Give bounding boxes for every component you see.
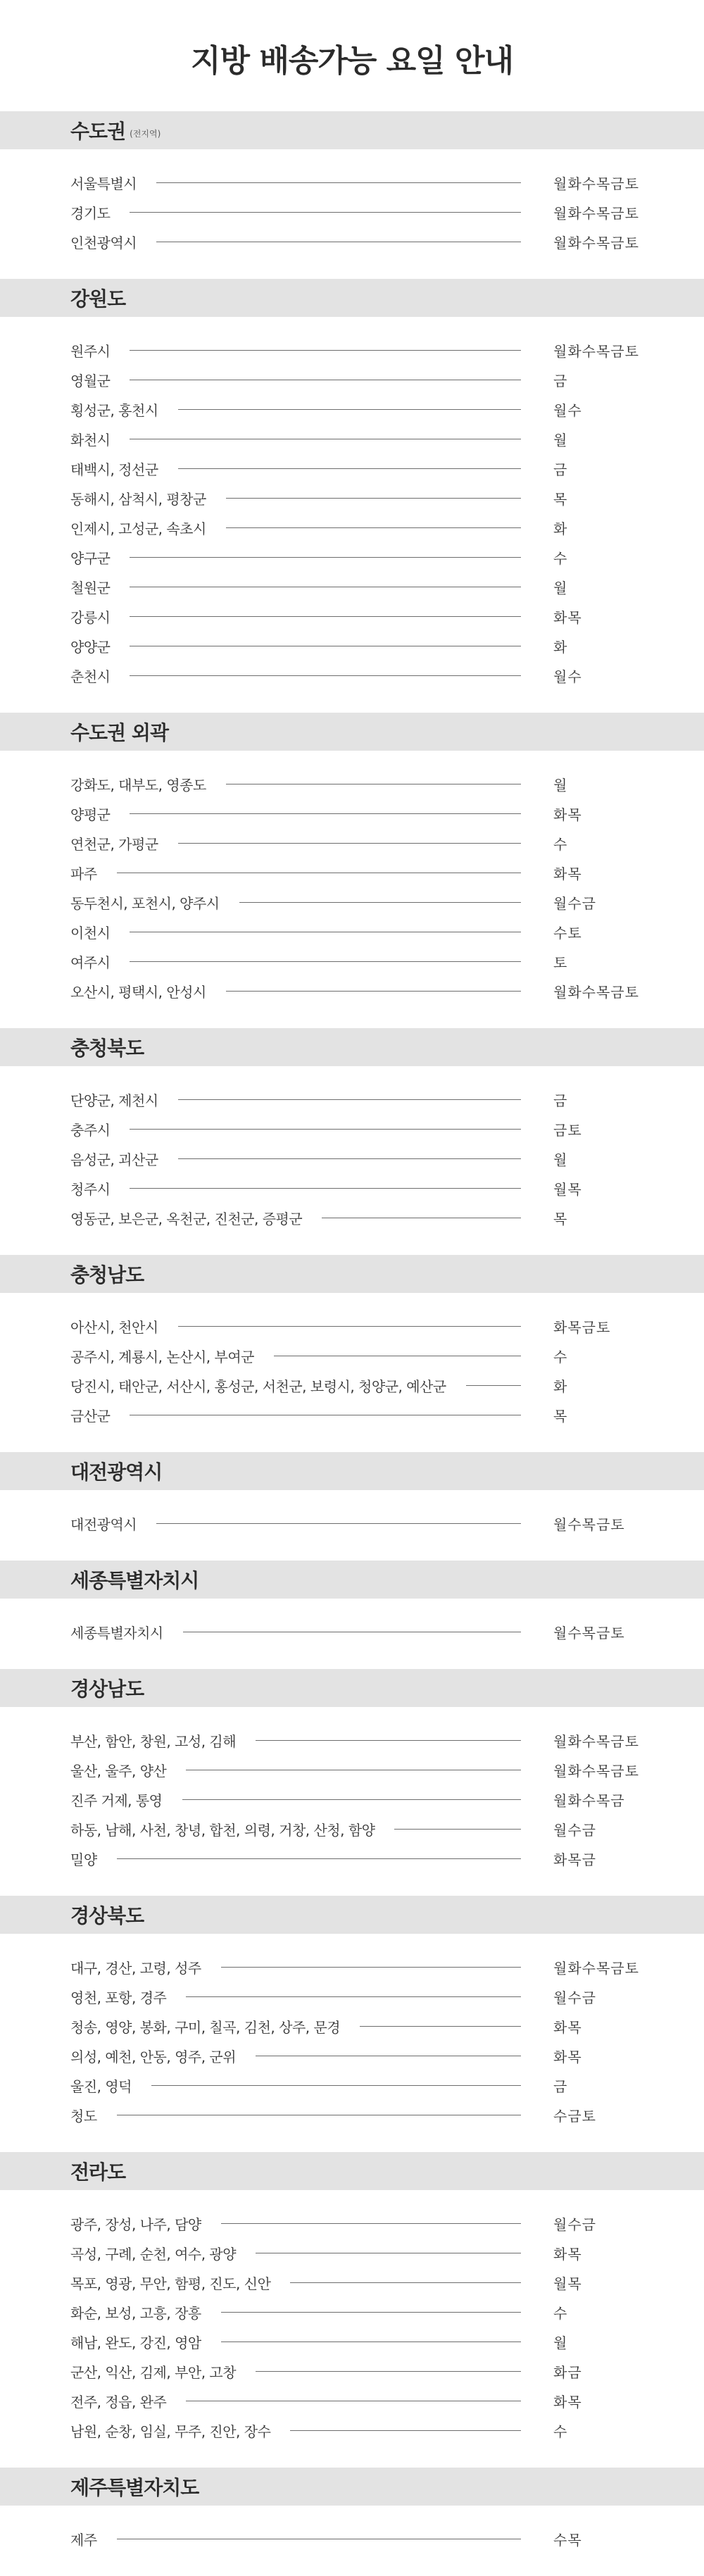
delivery-row bbox=[0, 1814, 704, 1844]
leader-line bbox=[130, 616, 521, 617]
delivery-row bbox=[0, 2011, 704, 2041]
delivery-row bbox=[0, 365, 704, 394]
delivery-days: 수 bbox=[553, 2422, 568, 2440]
leader-line bbox=[151, 2085, 521, 2086]
delivery-days: 금 bbox=[553, 1092, 568, 1109]
delivery-days: 월수금 bbox=[553, 2215, 596, 2233]
leader-line bbox=[130, 350, 521, 351]
delivery-row bbox=[0, 631, 704, 661]
region-header bbox=[0, 1896, 704, 1934]
area-name: 의성, 예천, 안동, 영주, 군위 bbox=[70, 2048, 237, 2065]
page-title: 지방 배송가능 요일 안내 bbox=[191, 43, 513, 79]
area-name: 제주 bbox=[70, 2531, 97, 2549]
delivery-days: 수목 bbox=[553, 2531, 582, 2549]
delivery-days: 월화수목금토 bbox=[553, 1732, 639, 1750]
delivery-days: 금 bbox=[553, 2077, 568, 2095]
area-name: 여주시 bbox=[70, 954, 111, 971]
area-name: 화천시 bbox=[70, 431, 111, 449]
region-section bbox=[0, 2152, 704, 2468]
leader-line bbox=[256, 1740, 521, 1741]
region-body bbox=[0, 1934, 704, 2152]
region-name: 충청북도 bbox=[70, 1037, 144, 1060]
delivery-days: 월수금 bbox=[553, 894, 596, 912]
area-name: 이천시 bbox=[70, 924, 111, 942]
area-name: 아산시, 천안시 bbox=[70, 1318, 158, 1336]
area-name: 단양군, 제천시 bbox=[70, 1092, 158, 1109]
region-name: 수도권 bbox=[70, 120, 126, 143]
region-name: 강원도 bbox=[70, 287, 126, 311]
region-name: 수도권 외곽 bbox=[70, 721, 168, 744]
delivery-days: 화목 bbox=[553, 2018, 582, 2036]
area-name: 영동군, 보은군, 옥천군, 진천군, 증평군 bbox=[70, 1210, 303, 1227]
region-header bbox=[0, 1561, 704, 1599]
delivery-days: 목 bbox=[553, 1407, 568, 1425]
area-name: 동두천시, 포천시, 양주시 bbox=[70, 894, 220, 912]
delivery-row bbox=[0, 1952, 704, 1982]
delivery-days: 월화수목금토 bbox=[553, 175, 639, 192]
delivery-days: 월수목금토 bbox=[553, 1515, 625, 1533]
leader-line bbox=[256, 2371, 521, 2372]
region-section bbox=[0, 1669, 704, 1896]
region-section bbox=[0, 1452, 704, 1561]
area-name: 대구, 경산, 고령, 성주 bbox=[70, 1959, 201, 1977]
region-header bbox=[0, 111, 704, 149]
region-body bbox=[0, 1599, 704, 1669]
area-name: 밀양 bbox=[70, 1851, 97, 1868]
delivery-days: 수 bbox=[553, 835, 568, 853]
delivery-row bbox=[0, 394, 704, 424]
region-body bbox=[0, 1293, 704, 1452]
delivery-days: 화목금토 bbox=[553, 1318, 611, 1336]
leader-line bbox=[290, 2282, 521, 2283]
leader-line bbox=[360, 2026, 521, 2027]
area-name: 양양군 bbox=[70, 638, 111, 656]
region-section bbox=[0, 1561, 704, 1669]
delivery-row bbox=[0, 1617, 704, 1646]
delivery-row bbox=[0, 197, 704, 227]
area-name: 대전광역시 bbox=[70, 1515, 137, 1533]
region-body bbox=[0, 317, 704, 713]
delivery-days: 수금토 bbox=[553, 2107, 596, 2125]
area-name: 인천광역시 bbox=[70, 234, 137, 251]
delivery-days: 월화수목금토 bbox=[553, 204, 639, 222]
region-header bbox=[0, 1255, 704, 1293]
leader-line bbox=[130, 212, 521, 213]
area-name: 청송, 영양, 봉화, 구미, 칠곡, 김천, 상주, 문경 bbox=[70, 2018, 341, 2036]
delivery-days: 화목 bbox=[553, 608, 582, 626]
delivery-row bbox=[0, 2070, 704, 2100]
delivery-row bbox=[0, 1311, 704, 1341]
delivery-row bbox=[0, 513, 704, 542]
area-name: 광주, 장성, 나주, 담양 bbox=[70, 2215, 201, 2233]
delivery-days: 화목 bbox=[553, 2393, 582, 2411]
area-name: 전주, 정읍, 완주 bbox=[70, 2393, 167, 2411]
region-body bbox=[0, 1066, 704, 1255]
delivery-days: 화목 bbox=[553, 2245, 582, 2263]
region-list bbox=[0, 111, 704, 2576]
delivery-days: 월화수목금토 bbox=[553, 1959, 639, 1977]
leader-line bbox=[186, 1996, 521, 1997]
region-name: 세종특별자치시 bbox=[70, 1569, 199, 1592]
delivery-row bbox=[0, 799, 704, 828]
delivery-row bbox=[0, 2524, 704, 2553]
area-name: 울산, 울주, 양산 bbox=[70, 1762, 167, 1780]
delivery-row bbox=[0, 1341, 704, 1370]
area-name: 강릉시 bbox=[70, 608, 111, 626]
region-name: 충청남도 bbox=[70, 1263, 144, 1287]
delivery-row bbox=[0, 2327, 704, 2356]
region-name: 경상북도 bbox=[70, 1904, 144, 1927]
leader-line bbox=[130, 961, 521, 962]
region-name: 전라도 bbox=[70, 2161, 126, 2184]
delivery-days: 금토 bbox=[553, 1121, 582, 1139]
delivery-row bbox=[0, 601, 704, 631]
region-section bbox=[0, 2468, 704, 2576]
region-name: 경상남도 bbox=[70, 1677, 144, 1701]
delivery-row bbox=[0, 1725, 704, 1755]
area-name: 당진시, 태안군, 서산시, 홍성군, 서천군, 보령시, 청양군, 예산군 bbox=[70, 1377, 446, 1395]
area-name: 양평군 bbox=[70, 806, 111, 823]
region-header bbox=[0, 2152, 704, 2190]
area-name: 양구군 bbox=[70, 549, 111, 567]
area-name: 춘천시 bbox=[70, 668, 111, 685]
area-name: 금산군 bbox=[70, 1407, 111, 1425]
area-name: 태백시, 정선군 bbox=[70, 461, 158, 478]
delivery-days: 월 bbox=[553, 579, 568, 596]
area-name: 원주시 bbox=[70, 342, 111, 360]
region-section bbox=[0, 1255, 704, 1452]
area-name: 영월군 bbox=[70, 372, 111, 389]
delivery-row bbox=[0, 424, 704, 454]
region-header bbox=[0, 1669, 704, 1707]
area-name: 화순, 보성, 고흥, 장흥 bbox=[70, 2304, 201, 2322]
area-name: 서울특별시 bbox=[70, 175, 137, 192]
delivery-days: 화 bbox=[553, 638, 568, 656]
area-name: 철원군 bbox=[70, 579, 111, 596]
area-name: 하동, 남해, 사천, 창녕, 합천, 의령, 거창, 산청, 함양 bbox=[70, 1821, 375, 1839]
delivery-row bbox=[0, 2386, 704, 2415]
area-name: 진주 거제, 통영 bbox=[70, 1792, 163, 1809]
leader-line bbox=[130, 1129, 521, 1130]
delivery-days: 월화수목금토 bbox=[553, 234, 639, 251]
leader-line bbox=[156, 1523, 521, 1524]
region-body bbox=[0, 149, 704, 279]
delivery-row bbox=[0, 887, 704, 917]
delivery-row bbox=[0, 1173, 704, 1203]
delivery-days: 월목 bbox=[553, 2275, 582, 2292]
delivery-days: 토 bbox=[553, 954, 568, 971]
delivery-days: 월수목금토 bbox=[553, 1624, 625, 1642]
region-body bbox=[0, 751, 704, 1028]
delivery-days: 화목 bbox=[553, 806, 582, 823]
delivery-days: 화목금 bbox=[553, 1851, 596, 1868]
delivery-days: 월수금 bbox=[553, 1821, 596, 1839]
region-header bbox=[0, 2468, 704, 2506]
delivery-row bbox=[0, 2041, 704, 2070]
area-name: 음성군, 괴산군 bbox=[70, 1151, 158, 1168]
delivery-days: 화 bbox=[553, 1377, 568, 1395]
delivery-row bbox=[0, 1084, 704, 1114]
delivery-days: 수 bbox=[553, 2304, 568, 2322]
area-name: 울진, 영덕 bbox=[70, 2077, 132, 2095]
area-name: 해남, 완도, 강진, 영암 bbox=[70, 2334, 201, 2351]
area-name: 세종특별자치시 bbox=[70, 1624, 163, 1642]
leader-line bbox=[239, 902, 521, 903]
region-name: 대전광역시 bbox=[70, 1461, 163, 1484]
leader-line bbox=[226, 991, 521, 992]
delivery-days: 수 bbox=[553, 549, 568, 567]
delivery-days: 월화수목금 bbox=[553, 1792, 625, 1809]
leader-line bbox=[178, 1326, 521, 1327]
delivery-row bbox=[0, 483, 704, 513]
delivery-days: 월목 bbox=[553, 1180, 582, 1198]
area-name: 파주 bbox=[70, 865, 97, 882]
region-section bbox=[0, 713, 704, 1028]
delivery-days: 월수금 bbox=[553, 1989, 596, 2006]
area-name: 남원, 순창, 임실, 무주, 진안, 장수 bbox=[70, 2422, 271, 2440]
delivery-row bbox=[0, 454, 704, 483]
delivery-days: 화 bbox=[553, 520, 568, 537]
area-name: 군산, 익산, 김제, 부안, 고창 bbox=[70, 2363, 237, 2381]
region-section bbox=[0, 1896, 704, 2152]
area-name: 연천군, 가평군 bbox=[70, 835, 158, 853]
region-header bbox=[0, 1452, 704, 1490]
delivery-row bbox=[0, 1144, 704, 1173]
leader-line bbox=[178, 843, 521, 844]
region-section bbox=[0, 111, 704, 279]
delivery-row bbox=[0, 1755, 704, 1784]
region-name: 제주특별자치도 bbox=[70, 2476, 199, 2499]
delivery-days: 금 bbox=[553, 461, 568, 478]
region-note: (전지역) bbox=[130, 128, 161, 139]
delivery-row bbox=[0, 2238, 704, 2268]
region-section bbox=[0, 279, 704, 713]
delivery-row bbox=[0, 1844, 704, 1873]
region-header bbox=[0, 279, 704, 317]
leader-line bbox=[182, 1799, 522, 1800]
leader-line bbox=[178, 1099, 521, 1100]
leader-line bbox=[394, 1829, 521, 1830]
area-name: 청주시 bbox=[70, 1180, 111, 1198]
delivery-row bbox=[0, 572, 704, 601]
delivery-row bbox=[0, 2356, 704, 2386]
region-body bbox=[0, 1490, 704, 1561]
delivery-days: 금 bbox=[553, 372, 568, 389]
delivery-row bbox=[0, 168, 704, 197]
delivery-row bbox=[0, 227, 704, 256]
delivery-days: 화금 bbox=[553, 2363, 582, 2381]
leader-line bbox=[178, 468, 521, 469]
delivery-days: 월화수목금토 bbox=[553, 342, 639, 360]
region-body bbox=[0, 1707, 704, 1896]
delivery-row bbox=[0, 1784, 704, 1814]
delivery-row bbox=[0, 976, 704, 1006]
leader-line bbox=[178, 1158, 521, 1159]
leader-line bbox=[226, 498, 521, 499]
area-name: 영천, 포항, 경주 bbox=[70, 1989, 167, 2006]
delivery-days: 화목 bbox=[553, 865, 582, 882]
delivery-row bbox=[0, 1203, 704, 1232]
delivery-row bbox=[0, 2208, 704, 2238]
delivery-row bbox=[0, 335, 704, 365]
leader-line bbox=[226, 527, 521, 528]
delivery-row bbox=[0, 858, 704, 887]
delivery-row bbox=[0, 1982, 704, 2011]
delivery-days: 월 bbox=[553, 1151, 568, 1168]
area-name: 동해시, 삼척시, 평창군 bbox=[70, 490, 206, 508]
area-name: 경기도 bbox=[70, 204, 111, 222]
delivery-days: 월수 bbox=[553, 401, 582, 419]
leader-line bbox=[221, 2312, 521, 2313]
leader-line bbox=[221, 1967, 521, 1968]
delivery-days: 월화수목금토 bbox=[553, 983, 639, 1001]
region-body bbox=[0, 2506, 704, 2576]
area-name: 오산시, 평택시, 안성시 bbox=[70, 983, 206, 1001]
delivery-days: 목 bbox=[553, 1210, 568, 1227]
leader-line bbox=[178, 409, 521, 410]
delivery-row bbox=[0, 1508, 704, 1538]
delivery-days: 화목 bbox=[553, 2048, 582, 2065]
delivery-row bbox=[0, 2100, 704, 2130]
area-name: 목포, 영광, 무안, 함평, 진도, 신안 bbox=[70, 2275, 271, 2292]
leader-line bbox=[466, 1385, 521, 1386]
delivery-row bbox=[0, 661, 704, 690]
area-name: 인제시, 고성군, 속초시 bbox=[70, 520, 206, 537]
area-name: 횡성군, 홍천시 bbox=[70, 401, 158, 419]
delivery-row bbox=[0, 2415, 704, 2445]
area-name: 충주시 bbox=[70, 1121, 111, 1139]
delivery-days: 수 bbox=[553, 1348, 568, 1365]
delivery-row bbox=[0, 1370, 704, 1400]
region-body bbox=[0, 2190, 704, 2468]
area-name: 곡성, 구례, 순천, 여수, 광양 bbox=[70, 2245, 237, 2263]
area-name: 청도 bbox=[70, 2107, 97, 2125]
leader-line bbox=[130, 557, 521, 558]
delivery-days: 목 bbox=[553, 490, 568, 508]
region-header bbox=[0, 713, 704, 751]
area-name: 공주시, 계룡시, 논산시, 부여군 bbox=[70, 1348, 254, 1365]
delivery-days: 월 bbox=[553, 431, 568, 449]
delivery-row bbox=[0, 542, 704, 572]
leader-line bbox=[290, 2430, 521, 2431]
delivery-days: 월 bbox=[553, 776, 568, 794]
leader-line bbox=[156, 182, 521, 183]
leader-line bbox=[117, 1858, 521, 1859]
region-section bbox=[0, 1028, 704, 1255]
delivery-days: 월화수목금토 bbox=[553, 1762, 639, 1780]
delivery-row bbox=[0, 1114, 704, 1144]
delivery-row bbox=[0, 2297, 704, 2327]
delivery-row bbox=[0, 917, 704, 946]
leader-line bbox=[221, 2223, 521, 2224]
leader-line bbox=[130, 675, 521, 676]
region-header bbox=[0, 1028, 704, 1066]
delivery-row bbox=[0, 1400, 704, 1430]
delivery-row bbox=[0, 769, 704, 799]
area-name: 부산, 함안, 창원, 고성, 김해 bbox=[70, 1732, 237, 1750]
delivery-days: 월수 bbox=[553, 668, 582, 685]
delivery-row bbox=[0, 946, 704, 976]
leader-line bbox=[130, 813, 521, 814]
delivery-days: 수토 bbox=[553, 924, 582, 942]
leader-line bbox=[221, 2341, 521, 2342]
delivery-row bbox=[0, 828, 704, 858]
delivery-row bbox=[0, 2268, 704, 2297]
leader-line bbox=[130, 1188, 521, 1189]
delivery-days: 월 bbox=[553, 2334, 568, 2351]
area-name: 강화도, 대부도, 영종도 bbox=[70, 776, 206, 794]
